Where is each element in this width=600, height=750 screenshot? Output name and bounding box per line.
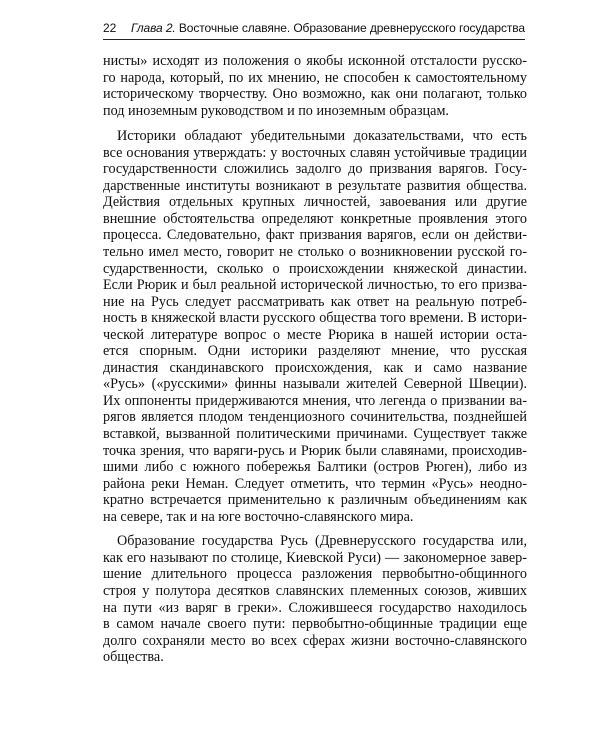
text-line: все основания утверждать: у восточных славян устойчивые традиции <box>103 144 527 161</box>
text-line: шение длительного процесса разложения первобытно-общинного <box>103 566 527 583</box>
text-line: государственности сложились задолго до призвания варягов. Госу- <box>103 161 527 178</box>
text-line: под иноземным руководством и по иноземным образцам. <box>103 102 449 119</box>
text-line: го народа, который, по их мнению, не способен к самостоятельному <box>103 69 527 86</box>
text-line: района реки Неман. Следует отметить, что термин «Русь» неодно- <box>103 475 527 492</box>
text-line: Историки обладают убедительными доказательствами, что есть <box>117 128 527 145</box>
text-line: Образование государства Русь (Древнерусского государства или, <box>117 533 527 550</box>
page-header <box>103 19 525 40</box>
text-line: Их оппоненты придерживаются мнения, что легенда о призвании ва- <box>103 392 527 409</box>
text-line: ность в княжеской власти русского общества того времени. В истори- <box>103 310 527 327</box>
text-line: общества. <box>103 649 164 666</box>
text-line: шими либо с южного побережья Балтики (остров Рюген), либо из <box>103 459 527 476</box>
running-title <box>131 19 525 37</box>
text-line: династия скандинавского происхождения, как и само название <box>103 359 527 376</box>
text-line: долго сохраняли место во всех сферах жизни восточно-славянского <box>103 632 527 649</box>
text-line: точка зрения, что варяги-русь и Рюрик были славянами, происходив- <box>103 442 527 459</box>
chapter-title: Восточные славяне. Образование древнерусского государства <box>178 21 525 35</box>
text-line: на пути «из варяг в греки». Сложившееся государство находилось <box>103 599 527 616</box>
paragraph-3 <box>103 533 527 665</box>
chapter-label: Глава 2. <box>130 21 176 35</box>
text-line: рягов является плодом тенденциозного сочинительства, позднейшей <box>103 409 527 426</box>
text-line: ется спорным. Одни историки разделяют мнение, что русская <box>103 343 527 360</box>
text-line: процесса. Следовательно, факт призвания варягов, если он действи- <box>103 227 527 244</box>
text-line: ческой литературе вопрос о месте Рюрика в нашей истории оста- <box>103 326 527 343</box>
text-line: кратно встречается применительно к различным объединениям как <box>103 492 527 509</box>
text-line: Действия отдельных крупных личностей, завоевания или другие <box>103 194 527 211</box>
text-line: вставкой, вызванной политическими причинами. Существует также <box>103 426 527 443</box>
text-line: нисты» исходят из положения о якобы исконной отсталости русско- <box>103 53 527 69</box>
text-line: ние на Русь следует рассматривать как ответ на реальную потреб- <box>103 293 527 310</box>
paragraph-2 <box>103 128 527 525</box>
text-line: строя у полутора десятков славянских племенных союзов, живших <box>103 582 527 599</box>
text-line: «Русь» («русскими» финны называли жителей Северной Швеции). <box>103 376 527 393</box>
text-line: в самом начале своего пути: первобытно-общинные традиции еще <box>103 616 527 633</box>
paragraph-1 <box>103 53 527 119</box>
text-line: историческому творчеству. Оно возможно, как они полагают, только <box>103 86 527 103</box>
text-line: сударственности, сколько о происхождении княжеской династии. <box>103 260 527 277</box>
text-line: на севере, так и на юге восточно-славянского мира. <box>103 508 414 525</box>
text-line: дарственные институты возникают в результате развития общества. <box>103 177 527 194</box>
text-line: внешние обстоятельства определяют конкретные проявления этого <box>103 210 527 227</box>
body-text <box>103 53 527 666</box>
paragraph-spacer <box>103 525 527 533</box>
text-line: тельно имел место, говорит не столько о возникновении русской го- <box>103 244 527 261</box>
text-line: как его называют по столице, Киевской Руси) — закономерное завер- <box>103 549 527 566</box>
page-number: 22 <box>103 21 117 35</box>
paragraph-spacer <box>103 119 527 128</box>
text-line: Если Рюрик и был реальной исторической личностью, то его призва- <box>103 277 527 294</box>
